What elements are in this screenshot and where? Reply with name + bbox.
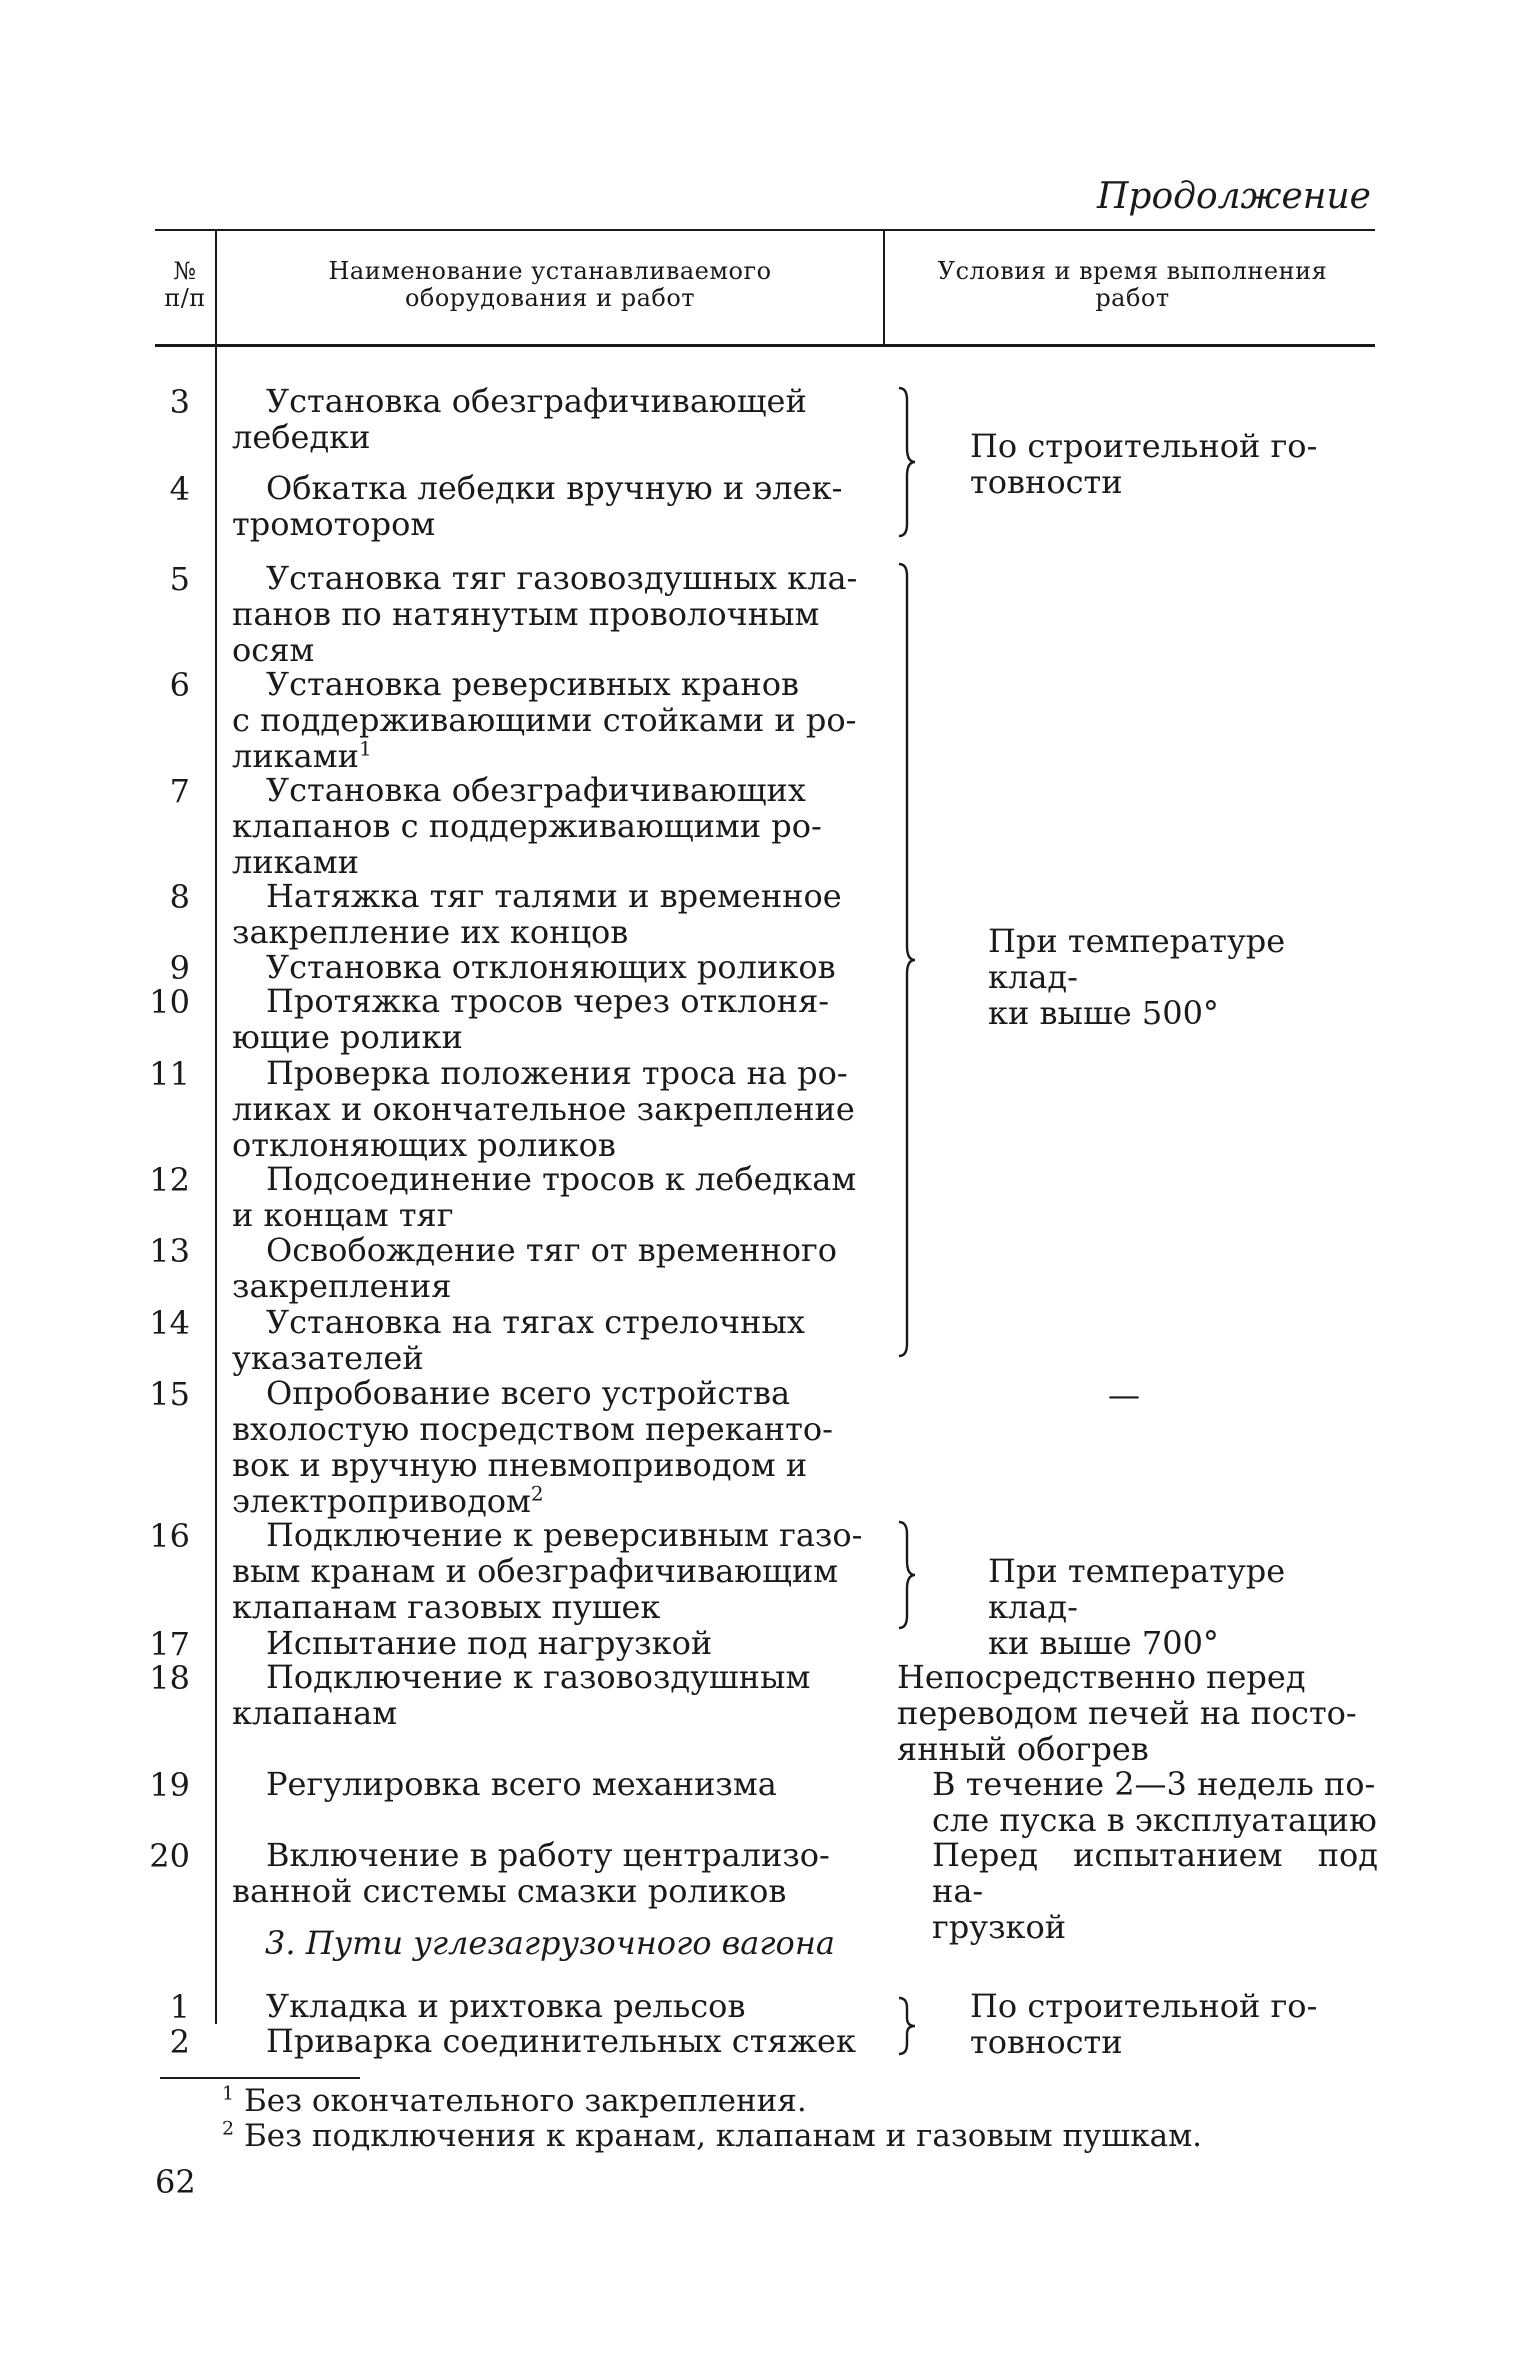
section-3-title: 3. Пути углезагрузочного вагона bbox=[265, 1924, 835, 1962]
row-num: 5 bbox=[169, 560, 190, 598]
footnote-1: $^1$ Без окончательного закрепления. bbox=[222, 2082, 807, 2119]
row-description: Опробование всего устройства вхолостую посредством перекантo- вок и вручную пневмоприводом и электроприводом$^2$ bbox=[232, 1374, 833, 1520]
row-description: Установка отклоняющих роликов bbox=[266, 948, 836, 986]
row-num: 18 bbox=[149, 1659, 190, 1697]
row-description: Протяжка тросов через отклоня- ющие ролики bbox=[232, 982, 830, 1056]
footnote-rule bbox=[160, 2077, 360, 2079]
row-num: 9 bbox=[169, 949, 190, 987]
row-description: Подключение к реверсивным газо- вым кранам и обезграфичивающим клапанам газовых пушек bbox=[232, 1516, 863, 1626]
row-num: 8 bbox=[169, 878, 190, 916]
row-description: Регулировка всего механизма bbox=[266, 1765, 777, 1803]
row-num: 20 bbox=[149, 1837, 190, 1875]
row-num: 1 bbox=[169, 1988, 190, 2026]
header-conditions: Условия и время выполнения работ bbox=[937, 257, 1328, 312]
row-num: 15 bbox=[149, 1375, 190, 1413]
row-description: Проверка положения троса на ро- ликах и окончательное закрепление отклоняющих роликов bbox=[232, 1054, 855, 1164]
row-num: 13 bbox=[149, 1232, 190, 1270]
row-num: 17 bbox=[149, 1625, 190, 1663]
brace-group-1 bbox=[895, 386, 917, 538]
header-name: Наименование устанавливаемого оборудования и работ bbox=[328, 257, 772, 312]
header-num: № п/п bbox=[164, 257, 206, 312]
condition-before-load-test: Перед испытанием под на- грузкой bbox=[932, 1836, 1378, 1946]
row-description: Натяжка тяг талями и временное закрепление их концов bbox=[232, 877, 842, 951]
row-num: 19 bbox=[149, 1766, 190, 1804]
column-divider-1 bbox=[215, 231, 217, 2024]
row-description: Установка реверсивных кранов с поддерживающими стойками и ро- ликами$^1$ bbox=[232, 665, 857, 775]
row-description: Подсоединение тросов к лебедкам и концам тяг bbox=[232, 1160, 857, 1234]
footnote-2: $^2$ Без подключения к кранам, клапанам и газовым пушкам. bbox=[222, 2117, 1203, 2154]
row-num: 4 bbox=[169, 470, 190, 508]
row-num: 14 bbox=[149, 1304, 190, 1342]
footnote-ref: 2 bbox=[530, 1481, 544, 1506]
row-num: 12 bbox=[149, 1161, 190, 1199]
column-divider-2 bbox=[883, 231, 885, 344]
row-num: 7 bbox=[169, 772, 190, 810]
row-description: Приварка соединительных стяжек bbox=[266, 2022, 856, 2060]
row-num: 11 bbox=[149, 1055, 190, 1093]
header-rule bbox=[155, 344, 1375, 347]
condition-construction-readiness: По строительной го- товности bbox=[970, 427, 1318, 501]
condition-before-transfer: Непосредственно перед переводом печей на посто- янный обогрев bbox=[897, 1658, 1357, 1768]
row-num: 2 bbox=[169, 2023, 190, 2061]
condition-after-start: В течение 2—3 недель по- сле пуска в эксплуатацию bbox=[932, 1765, 1377, 1839]
footnote-ref: 1 bbox=[358, 736, 372, 761]
row-description: Установка тяг газовоздушных кла- панов по натянутым проволочным осям bbox=[232, 559, 858, 669]
condition-temp-500: При температуре клад- ки выше 500° bbox=[988, 922, 1286, 1032]
top-rule bbox=[155, 229, 1375, 231]
condition-temp-700: При температуре клад- ки выше 700° bbox=[988, 1552, 1286, 1662]
row-num: 16 bbox=[149, 1517, 190, 1555]
row-num: 6 bbox=[169, 666, 190, 704]
row-description: Установка на тягах стрелочных указателей bbox=[232, 1303, 805, 1377]
brace-group-2 bbox=[895, 562, 917, 1358]
row-description: Подключение к газовоздушным клапанам bbox=[232, 1658, 811, 1732]
row-description: Укладка и рихтовка рельсов bbox=[266, 1987, 746, 2025]
brace-group-4 bbox=[895, 1996, 917, 2056]
condition-dash: — bbox=[1108, 1376, 1140, 1414]
row-description: Обкатка лебедки вручную и элек- тромотором bbox=[232, 469, 843, 543]
row-description: Установка обезграфичивающей лебедки bbox=[232, 382, 807, 456]
continuation-label: Продолжение bbox=[1097, 176, 1371, 217]
row-description: Испытание под нагрузкой bbox=[266, 1624, 713, 1662]
row-description: Установка обезграфичивающих клапанов с поддерживающими ро- ликами bbox=[232, 771, 822, 881]
condition-construction-readiness-2: По строительной го- товности bbox=[970, 1987, 1318, 2061]
row-num: 10 bbox=[149, 983, 190, 1021]
page-number: 62 bbox=[155, 2163, 196, 2201]
row-description: Освобождение тяг от временного закрепления bbox=[232, 1231, 837, 1305]
row-description: Включение в работу централизо- ванной системы смазки роликов bbox=[232, 1836, 830, 1910]
row-num: 3 bbox=[169, 383, 190, 421]
brace-group-3 bbox=[895, 1520, 917, 1630]
